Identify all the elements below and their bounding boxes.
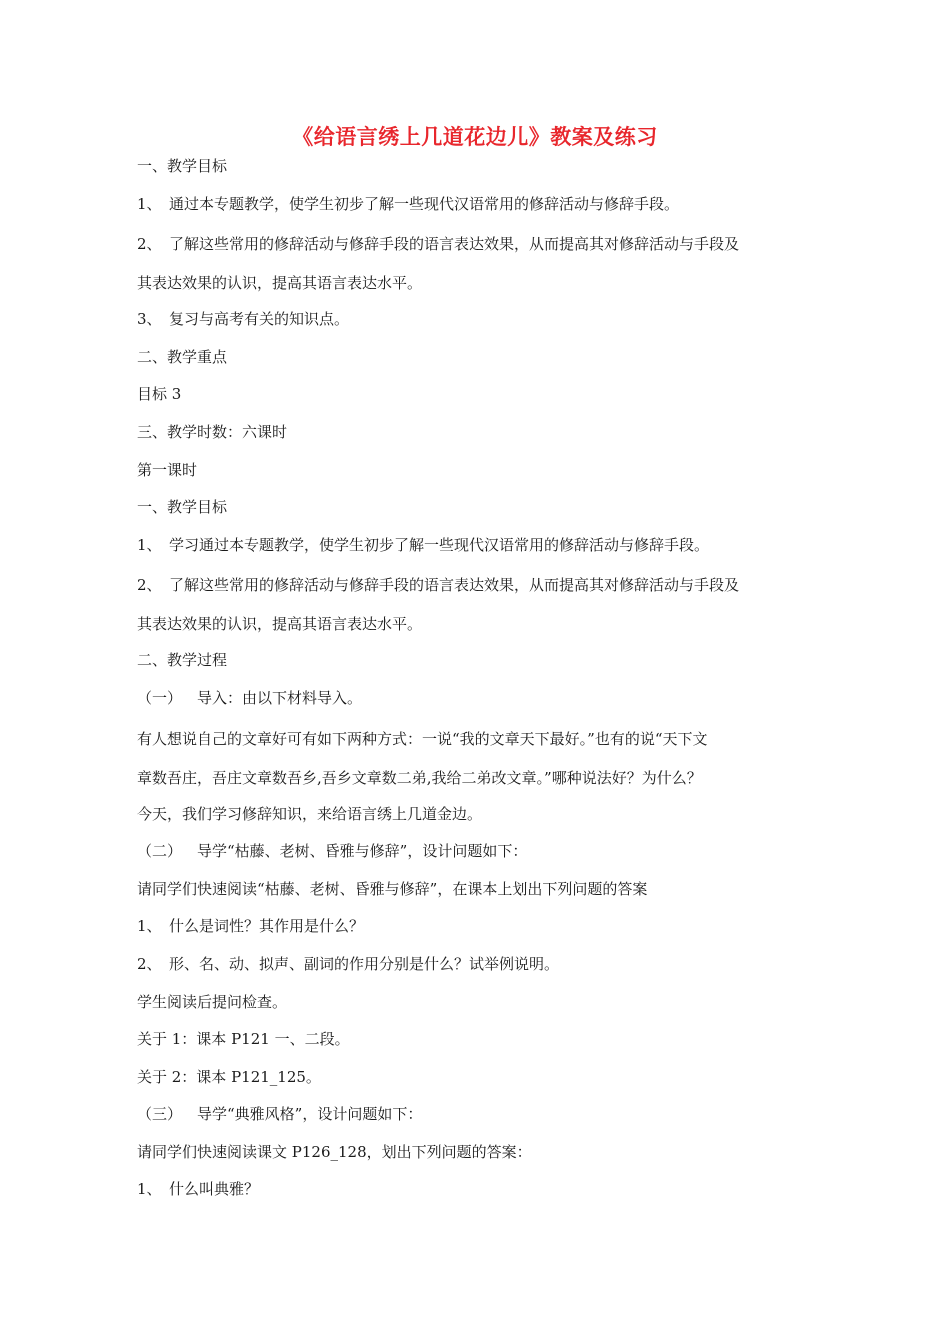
item-number: （一） xyxy=(137,688,183,707)
item-number: 3、 xyxy=(137,310,162,329)
numbered-item xyxy=(137,564,817,606)
paragraph-line xyxy=(137,1134,817,1172)
subsection-item xyxy=(137,1096,817,1134)
numbered-item xyxy=(137,1171,817,1209)
item-number: 2、 xyxy=(137,576,162,595)
line-text: 二、教学过程 xyxy=(137,651,228,670)
document-body xyxy=(137,148,817,1209)
paragraph-line xyxy=(137,1021,817,1059)
line-text: 导入：由以下材料导入。 xyxy=(197,688,363,707)
subsection-item xyxy=(137,680,817,718)
line-text: 了解这些常用的修辞活动与修辞手段的语言表达效果，从而提高其对修辞活动与手段及 xyxy=(169,576,740,595)
paragraph-continuation xyxy=(137,760,817,796)
paragraph-line xyxy=(137,984,817,1022)
document-title: 《给语言绣上几道花边儿》教案及练习 xyxy=(292,125,658,149)
item-number: 2、 xyxy=(137,235,162,254)
line-text: 三、教学时数：六课时 xyxy=(137,422,288,441)
numbered-item xyxy=(137,301,817,339)
line-text: 什么叫典雅？ xyxy=(169,1180,260,1199)
line-text: 学习通过本专题教学，使学生初步了解一些现代汉语常用的修辞活动与修辞手段。 xyxy=(169,535,710,554)
line-text: 关于 1：课本 P121 一、二段。 xyxy=(137,1030,350,1049)
item-number: 1、 xyxy=(137,535,162,554)
item-number: 2、 xyxy=(137,954,162,973)
paragraph-line xyxy=(137,452,817,490)
line-text: 目标 3 xyxy=(137,385,182,404)
numbered-item xyxy=(137,223,817,265)
line-text: 通过本专题教学，使学生初步了解一些现代汉语常用的修辞活动与修辞手段。 xyxy=(169,194,680,213)
item-number: 1、 xyxy=(137,194,162,213)
line-text: 有人想说自己的文章好可有如下两种方式：一说“我的文章天下最好。”也有的说“天下文 xyxy=(137,729,708,748)
numbered-item xyxy=(137,908,817,946)
paragraph-line xyxy=(137,414,817,452)
line-text: 二、教学重点 xyxy=(137,347,228,366)
line-text: 一、教学目标 xyxy=(137,157,228,175)
numbered-item xyxy=(137,946,817,984)
line-text: 其表达效果的认识，提高其语言表达水平。 xyxy=(137,615,423,634)
paragraph-continuation xyxy=(137,265,817,301)
line-text: 其表达效果的认识，提高其语言表达水平。 xyxy=(137,274,423,293)
line-text: 第一课时 xyxy=(137,460,198,479)
line-text: 请同学们快速阅读“枯藤、老树、昏雅与修辞”，在课本上划出下列问题的答案 xyxy=(137,879,648,898)
line-text: 关于 2：课本 P121_125。 xyxy=(137,1067,321,1086)
item-number: 1、 xyxy=(137,917,162,936)
line-text: 今天，我们学习修辞知识，来给语言绣上几道金边。 xyxy=(137,804,483,823)
section-heading xyxy=(137,642,817,680)
line-text: 章数吾庄，吾庄文章数吾乡,吾乡文章数二弟,我给二弟改文章。”哪种说法好？为什么？ xyxy=(137,768,702,787)
line-text: 导学“枯藤、老树、昏雅与修辞”，设计问题如下： xyxy=(197,842,528,861)
line-text: 一、教学目标 xyxy=(137,498,228,517)
section-heading xyxy=(137,489,817,527)
section-heading xyxy=(137,148,817,186)
line-text: 请同学们快速阅读课文 P126_128，划出下列问题的答案： xyxy=(137,1142,532,1161)
paragraph-line xyxy=(137,1059,817,1097)
item-number: （三） xyxy=(137,1105,183,1124)
paragraph-line xyxy=(137,718,817,760)
paragraph-line xyxy=(137,871,817,909)
item-number: 1、 xyxy=(137,1180,162,1199)
section-heading xyxy=(137,339,817,377)
line-text: 形、名、动、拟声、副词的作用分别是什么？试举例说明。 xyxy=(169,954,560,973)
numbered-item xyxy=(137,527,817,565)
line-text: 什么是词性？其作用是什么？ xyxy=(169,917,365,936)
paragraph-line xyxy=(137,796,817,834)
line-text: 学生阅读后提问检查。 xyxy=(137,992,288,1011)
numbered-item xyxy=(137,186,817,224)
subsection-item xyxy=(137,833,817,871)
line-text: 了解这些常用的修辞活动与修辞手段的语言表达效果，从而提高其对修辞活动与手段及 xyxy=(169,235,740,254)
paragraph-line xyxy=(137,376,817,414)
item-number: （二） xyxy=(137,842,183,861)
line-text: 复习与高考有关的知识点。 xyxy=(169,310,350,329)
paragraph-continuation xyxy=(137,606,817,642)
line-text: 导学“典雅风格”，设计问题如下： xyxy=(197,1105,423,1124)
